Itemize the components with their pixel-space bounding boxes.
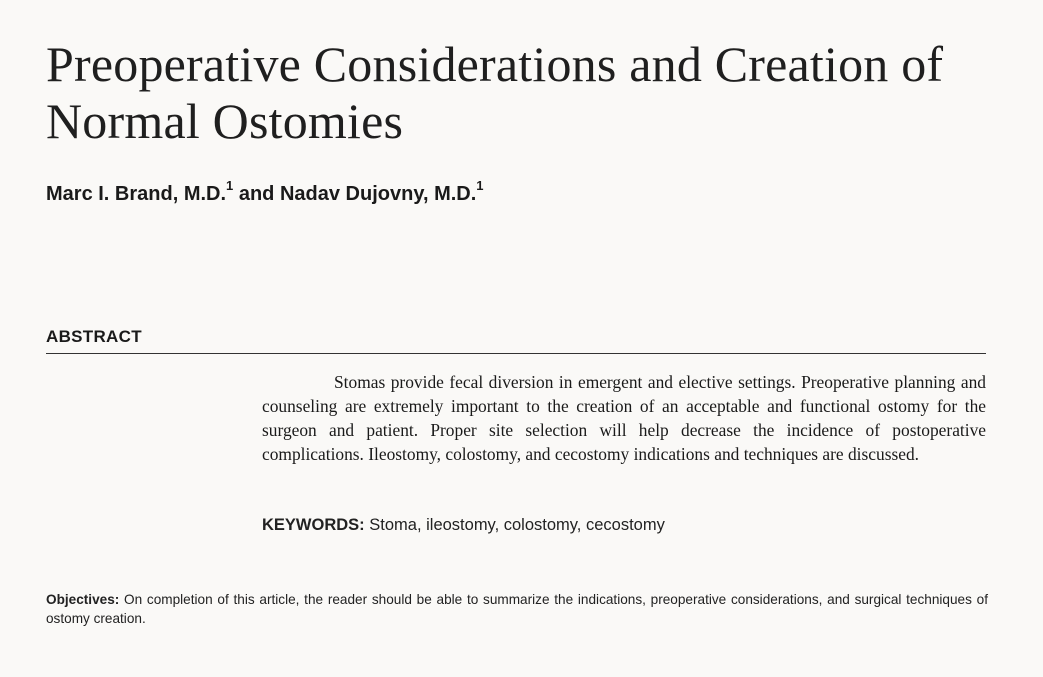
keywords bbox=[262, 514, 665, 536]
keywords-label: KEYWORDS: bbox=[262, 516, 365, 534]
abstract-body: Stomas provide fecal diversion in emergent and elective settings. Preoperative planning and counseling are extremely important to the creation of an acceptable and functional ostomy for the surgeon and patient. Proper site selection will help decrease the incidence of postoperative complications. Ileostomy, colostomy, and cecostomy indications and techniques are discussed. bbox=[262, 372, 986, 464]
objectives-label: Objectives: bbox=[46, 592, 120, 607]
title-line-2: Normal Ostomies bbox=[46, 93, 404, 149]
abstract-heading: ABSTRACT bbox=[46, 327, 142, 346]
objectives bbox=[46, 590, 988, 628]
article-title bbox=[46, 36, 1006, 150]
author-affiliation-marker: 1 bbox=[476, 178, 484, 194]
author-name: Nadav Dujovny, M.D. bbox=[279, 183, 477, 205]
objectives-text: On completion of this article, the reader should be able to summarize the indications, preoperative considerations, and surgical techniques of ostomy creation. bbox=[46, 592, 988, 626]
abstract-divider bbox=[46, 353, 986, 354]
author-affiliation-marker: 1 bbox=[226, 178, 234, 194]
authors-connector: and bbox=[238, 183, 275, 205]
title-line-1: Preoperative Considerations and Creation of bbox=[46, 36, 944, 92]
author-list bbox=[46, 180, 484, 208]
keywords-text: Stoma, ileostomy, colostomy, cecostomy bbox=[369, 516, 665, 534]
author-name: Marc I. Brand, M.D. bbox=[46, 183, 227, 205]
